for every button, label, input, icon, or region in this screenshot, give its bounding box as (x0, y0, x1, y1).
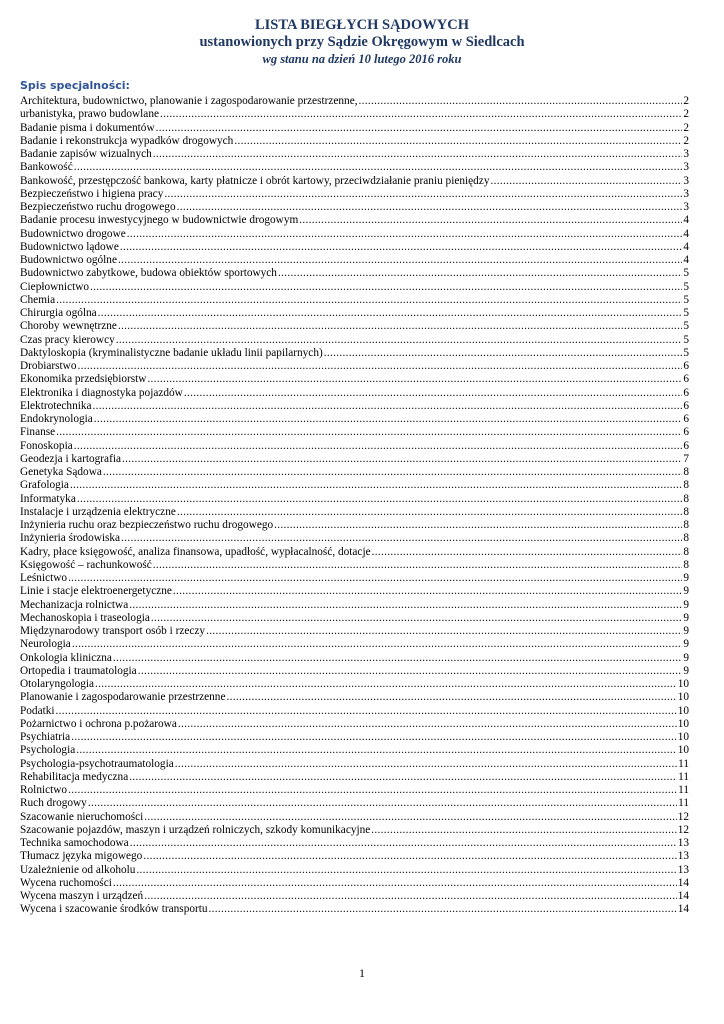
toc-entry-label: Genetyka Sądowa (20, 466, 102, 478)
toc-entry[interactable] (20, 307, 689, 320)
toc-dot-leader (56, 294, 682, 307)
toc-dot-leader (122, 453, 682, 466)
toc-dot-leader (138, 665, 683, 678)
toc-entry-label: Budownictwo lądowe (20, 240, 119, 253)
toc-dot-leader (299, 214, 682, 227)
toc-entry-label: Psychologia (20, 744, 76, 757)
toc-dot-leader (70, 479, 682, 492)
toc-entry-page: 4 (683, 254, 689, 266)
toc-entry-page: 4 (683, 240, 689, 253)
toc-entry[interactable] (20, 811, 689, 824)
toc-dot-leader (120, 241, 683, 254)
toc-dot-leader (151, 612, 682, 625)
toc-entry-label: Bezpieczeństwo i higiena pracy (20, 187, 164, 200)
toc-dot-leader (94, 413, 683, 426)
toc-entry[interactable] (20, 559, 689, 572)
toc-dot-leader (90, 281, 682, 294)
toc-entry-page: 3 (683, 187, 689, 200)
toc-entry-label: Instalacje i urządzenia elektryczne (20, 505, 176, 518)
toc-entry-label: Linie i stacje elektroenergetyczne (20, 585, 172, 598)
toc-dot-leader (184, 387, 683, 400)
toc-entry-page: 7 (683, 452, 689, 465)
toc-dot-leader (209, 903, 677, 916)
toc-entry-label: urbanistyka, prawo budowlane (20, 108, 159, 121)
toc-entry-label: Psychologia-psychotraumatologia (20, 757, 174, 770)
toc-entry-label: Ciepłownictwo (20, 280, 90, 293)
toc-entry[interactable] (20, 95, 689, 108)
toc-dot-leader (127, 228, 683, 241)
toc-entry[interactable] (20, 320, 689, 333)
toc-entry-label: Rolnictwo (20, 784, 68, 796)
toc-entry-label: Inżynieria środowiska (20, 532, 121, 545)
toc-dot-leader (372, 546, 683, 559)
toc-entry[interactable] (20, 532, 689, 545)
page-number: 1 (359, 966, 365, 980)
toc-entry[interactable] (20, 652, 689, 665)
toc-entry-page: 6 (683, 439, 689, 452)
toc-entry-page: 13 (677, 837, 689, 849)
toc-entry-page: 12 (677, 810, 689, 823)
toc-dot-leader (130, 837, 677, 850)
toc-dot-leader (234, 135, 682, 148)
toc-entry-page: 9 (683, 598, 689, 611)
toc-dot-leader (136, 864, 676, 877)
toc-entry-label: Budownictwo zabytkowe, budowa obiektów sportowych (20, 267, 277, 280)
toc-entry[interactable] (20, 546, 689, 559)
toc-entry-page: 5 (683, 320, 689, 333)
toc-entry-page: 5 (683, 293, 689, 306)
toc-dot-leader (68, 572, 682, 585)
toc-entry-label: Otolaryngologia (20, 678, 95, 690)
toc-entry[interactable] (20, 161, 689, 174)
toc-dot-leader (324, 347, 683, 360)
toc-entry-page: 5 (683, 280, 689, 293)
toc-entry[interactable] (20, 665, 689, 678)
toc-dot-leader (74, 440, 683, 453)
toc-entry[interactable] (20, 426, 689, 439)
toc-entry-label: Międzynarodowy transport osób i rzeczy (20, 625, 206, 637)
toc-entry-label: Finanse (20, 426, 56, 439)
toc-entry[interactable] (20, 214, 689, 227)
toc-entry-page: 5 (683, 346, 689, 359)
toc-entry-label: Ortopedia i traumatologia (20, 664, 137, 677)
toc-entry-page: 2 (683, 121, 689, 134)
toc-entry-page: 9 (683, 638, 689, 651)
toc-entry-page: 6 (683, 413, 689, 425)
toc-entry-label: Leśnictwo (20, 572, 68, 584)
toc-entry[interactable] (20, 228, 689, 241)
toc-entry[interactable] (20, 864, 689, 877)
toc-dot-leader (177, 201, 683, 214)
toc-entry[interactable] (20, 188, 689, 201)
toc-dot-leader (93, 400, 683, 413)
toc-entry-page: 4 (683, 214, 689, 227)
toc-entry-page: 3 (683, 148, 689, 160)
toc-dot-leader (103, 466, 682, 479)
toc-entry[interactable] (20, 241, 689, 254)
toc-dot-leader (156, 122, 683, 135)
toc-entry-page: 13 (677, 863, 689, 876)
toc-entry[interactable] (20, 400, 689, 413)
toc-entry-page: 9 (683, 572, 689, 584)
toc-entry-page: 3 (683, 174, 689, 187)
document-date: wg stanu na dzień 10 lutego 2016 roku (262, 52, 462, 66)
toc-dot-leader (173, 585, 682, 598)
toc-dot-leader (164, 188, 682, 201)
toc-entry-page: 6 (683, 360, 689, 372)
toc-entry-page: 14 (677, 903, 689, 916)
toc-entry[interactable] (20, 135, 689, 148)
toc-dot-leader (98, 307, 683, 320)
toc-dot-leader (274, 519, 682, 532)
toc-dot-leader (178, 718, 677, 731)
toc-entry-label: Daktyloskopia (kryminalistyczne badanie układu linii papilarnych) (20, 346, 323, 359)
toc-dot-leader (113, 877, 677, 890)
toc-entry-page: 14 (677, 876, 689, 889)
toc-entry-page: 12 (677, 823, 689, 836)
toc-entry-page: 9 (683, 664, 689, 677)
toc-entry[interactable] (20, 453, 689, 466)
table-of-contents (20, 95, 689, 917)
toc-entry-label: Szacowanie pojazdów, maszyn i urządzeń rolniczych, szkody komunikacyjne (20, 823, 371, 836)
toc-entry-page: 6 (683, 373, 689, 386)
toc-entry-label: Badanie zapisów wizualnych (20, 148, 152, 160)
toc-entry[interactable] (20, 122, 689, 135)
toc-entry-page: 8 (683, 532, 689, 545)
toc-entry[interactable] (20, 903, 689, 916)
toc-dot-leader (177, 506, 682, 519)
toc-dot-leader (72, 638, 683, 651)
toc-entry[interactable] (20, 267, 689, 280)
toc-entry[interactable] (20, 334, 689, 347)
toc-entry-page: 8 (683, 545, 689, 558)
toc-dot-leader (74, 161, 683, 174)
toc-entry[interactable] (20, 281, 689, 294)
toc-entry[interactable] (20, 347, 689, 360)
toc-entry-page: 5 (683, 267, 689, 280)
toc-entry-page: 13 (677, 850, 689, 863)
toc-entry-label: Wycena ruchomości (20, 876, 112, 889)
toc-entry-label: Grafologia (20, 479, 69, 492)
document-title: LISTA BIEGŁYCH SĄDOWYCH (254, 17, 470, 33)
toc-dot-leader (153, 559, 683, 572)
toc-entry-label: Endokrynologia (20, 413, 93, 425)
toc-entry[interactable] (20, 612, 689, 625)
toc-entry[interactable] (20, 678, 689, 691)
toc-dot-leader (95, 678, 677, 691)
toc-entry-label: Technika samochodowa (20, 837, 129, 849)
toc-entry[interactable] (20, 837, 689, 850)
toc-entry-page: 8 (683, 519, 689, 531)
toc-entry-label: Informatyka (20, 492, 76, 505)
toc-entry-page: 3 (683, 161, 689, 174)
toc-entry-label: Księgowość – rachunkowość (20, 558, 152, 571)
toc-entry-label: Fonoskopia (20, 439, 73, 452)
toc-dot-leader (153, 148, 683, 161)
toc-entry-page: 11 (678, 797, 689, 810)
toc-entry-page: 8 (683, 466, 689, 478)
toc-entry-page: 8 (683, 558, 689, 571)
toc-entry-page: 8 (683, 479, 689, 492)
toc-entry-page: 3 (683, 201, 689, 213)
toc-dot-leader (77, 493, 683, 506)
toc-dot-leader (56, 705, 677, 718)
toc-entry-page: 5 (683, 333, 689, 346)
toc-entry-label: Rehabilitacja medyczna (20, 770, 129, 783)
toc-entry-page: 6 (683, 399, 689, 412)
toc-entry-page: 11 (678, 757, 689, 770)
toc-heading: Spis specjalności: (20, 79, 130, 92)
toc-entry-label: Onkologia kliniczna (20, 651, 112, 664)
toc-entry-page: 2 (683, 95, 689, 107)
toc-entry-label: Budownictwo drogowe (20, 227, 126, 240)
toc-entry-label: Drobiarstwo (20, 360, 77, 372)
toc-entry-label: Badanie procesu inwestycyjnego w budownictwie drogowym (20, 214, 299, 227)
toc-entry-page: 8 (683, 492, 689, 505)
toc-entry-page: 8 (683, 505, 689, 518)
toc-entry[interactable] (20, 519, 689, 532)
toc-entry-page: 14 (677, 890, 689, 902)
toc-entry-label: Badanie pisma i dokumentów (20, 121, 155, 134)
toc-entry-label: Podatki (20, 704, 55, 717)
toc-entry[interactable] (20, 877, 689, 890)
toc-entry-page: 11 (678, 784, 689, 796)
toc-entry[interactable] (20, 771, 689, 784)
toc-entry[interactable] (20, 506, 689, 519)
toc-entry[interactable] (20, 625, 689, 638)
toc-entry-page: 10 (677, 731, 689, 743)
toc-entry[interactable] (20, 201, 689, 214)
toc-dot-leader (175, 758, 677, 771)
toc-entry[interactable] (20, 718, 689, 731)
toc-entry[interactable] (20, 466, 689, 479)
document-header (0, 16, 724, 67)
toc-dot-leader (113, 652, 682, 665)
toc-entry-label: Pożarnictwo i ochrona p.pożarowa (20, 717, 177, 730)
toc-entry-label: Geodezja i kartografia (20, 452, 121, 465)
toc-entry[interactable] (20, 890, 689, 903)
toc-entry-page: 9 (683, 651, 689, 664)
toc-entry[interactable] (20, 108, 689, 121)
toc-entry-page: 5 (683, 307, 689, 319)
toc-dot-leader (116, 334, 683, 347)
toc-entry-label: Chemia (20, 293, 56, 306)
toc-entry-page: 9 (683, 611, 689, 624)
toc-entry[interactable] (20, 479, 689, 492)
toc-entry[interactable] (20, 850, 689, 863)
toc-entry[interactable] (20, 387, 689, 400)
toc-dot-leader (147, 373, 682, 386)
toc-dot-leader (143, 850, 676, 863)
toc-entry-label: Choroby wewnętrzne (20, 320, 117, 333)
toc-dot-leader (71, 731, 677, 744)
toc-entry-label: Wycena i szacowanie środków transportu (20, 903, 208, 916)
toc-entry-label: Mechanoskopia i traseologia (20, 611, 150, 624)
toc-entry-page: 4 (683, 227, 689, 240)
toc-entry-page: 11 (678, 770, 689, 783)
toc-entry[interactable] (20, 493, 689, 506)
toc-entry-label: Psychiatria (20, 731, 71, 743)
toc-entry-label: Kadry, płace księgowość, analiza finansowa, upadłość, wypłacalność, dotacje (20, 545, 371, 558)
toc-entry[interactable] (20, 585, 689, 598)
toc-entry-page: 10 (677, 744, 689, 757)
toc-entry[interactable] (20, 705, 689, 718)
toc-entry-label: Bezpieczeństwo ruchu drogowego (20, 201, 176, 213)
toc-entry-label: Elektronika i diagnostyka pojazdów (20, 386, 183, 399)
toc-entry-label: Bankowość, przestępczość bankowa, karty płatnicze i obrót kartowy, przeciwdziałanie praniu pieniędzy (20, 174, 490, 187)
toc-dot-leader (68, 784, 677, 797)
toc-entry-label: Tłumacz języka migowego (20, 850, 143, 863)
toc-dot-leader (226, 691, 676, 704)
toc-entry-page: 6 (683, 386, 689, 399)
toc-entry-page: 10 (677, 691, 689, 704)
toc-entry[interactable] (20, 691, 689, 704)
toc-entry[interactable] (20, 758, 689, 771)
toc-entry[interactable] (20, 413, 689, 426)
document-subtitle: ustanowionych przy Sądzie Okręgowym w Siedlcach (199, 34, 525, 50)
toc-entry[interactable] (20, 254, 689, 267)
toc-entry[interactable] (20, 784, 689, 797)
toc-dot-leader (77, 360, 682, 373)
toc-entry-label: Inżynieria ruchu oraz bezpieczeństwo ruchu drogowego (20, 519, 274, 531)
toc-entry-label: Ruch drogowy (20, 797, 87, 810)
toc-entry-page: 2 (683, 108, 689, 121)
toc-dot-leader (359, 95, 683, 108)
toc-entry-page: 10 (677, 704, 689, 717)
toc-entry[interactable] (20, 744, 689, 757)
toc-entry-page: 9 (683, 625, 689, 637)
toc-entry-label: Szacowanie nieruchomości (20, 810, 144, 823)
toc-entry-label: Neurologia (20, 638, 71, 651)
toc-entry[interactable] (20, 294, 689, 307)
toc-dot-leader (371, 824, 676, 837)
toc-entry-label: Elektrotechnika (20, 399, 92, 412)
toc-entry-label: Bankowość (20, 161, 73, 174)
toc-dot-leader (490, 175, 682, 188)
toc-entry[interactable] (20, 731, 689, 744)
toc-dot-leader (56, 426, 682, 439)
toc-entry-label: Czas pracy kierowcy (20, 333, 115, 346)
toc-entry-page: 10 (677, 678, 689, 690)
toc-dot-leader (144, 890, 676, 903)
toc-dot-leader (129, 599, 682, 612)
toc-entry[interactable] (20, 797, 689, 810)
toc-entry[interactable] (20, 572, 689, 585)
toc-entry[interactable] (20, 360, 689, 373)
toc-entry-label: Chirurgia ogólna (20, 307, 97, 319)
toc-entry-label: Planowanie i zagospodarowanie przestrzenne (20, 691, 226, 704)
toc-entry-page: 6 (683, 426, 689, 439)
toc-entry[interactable] (20, 148, 689, 161)
toc-entry[interactable] (20, 599, 689, 612)
toc-entry-label: Badanie i rekonstrukcja wypadków drogowych (20, 134, 234, 147)
toc-entry[interactable] (20, 175, 689, 188)
toc-entry-label: Uzależnienie od alkoholu (20, 863, 136, 876)
toc-dot-leader (118, 254, 682, 267)
toc-entry-page: 10 (677, 717, 689, 730)
toc-entry-page: 9 (683, 585, 689, 598)
toc-dot-leader (88, 797, 677, 810)
toc-dot-leader (206, 625, 682, 638)
toc-dot-leader (144, 811, 676, 824)
toc-dot-leader (129, 771, 677, 784)
toc-entry-label: Mechanizacja rolnictwa (20, 598, 129, 611)
toc-entry-label: Ekonomika przedsiębiorstw (20, 373, 147, 386)
toc-entry[interactable] (20, 824, 689, 837)
toc-entry-label: Wycena maszyn i urządzeń (20, 890, 144, 902)
toc-entry-label: Budownictwo ogólne (20, 254, 117, 266)
toc-entry[interactable] (20, 638, 689, 651)
toc-entry-label: Architektura, budownictwo, planowanie i zagospodarowanie przestrzenne, (20, 95, 358, 107)
toc-entry[interactable] (20, 440, 689, 453)
toc-entry[interactable] (20, 373, 689, 386)
toc-dot-leader (76, 744, 676, 757)
toc-dot-leader (160, 108, 682, 121)
toc-entry-page: 2 (683, 134, 689, 147)
toc-dot-leader (278, 267, 682, 280)
toc-dot-leader (121, 532, 682, 545)
toc-dot-leader (118, 320, 682, 333)
